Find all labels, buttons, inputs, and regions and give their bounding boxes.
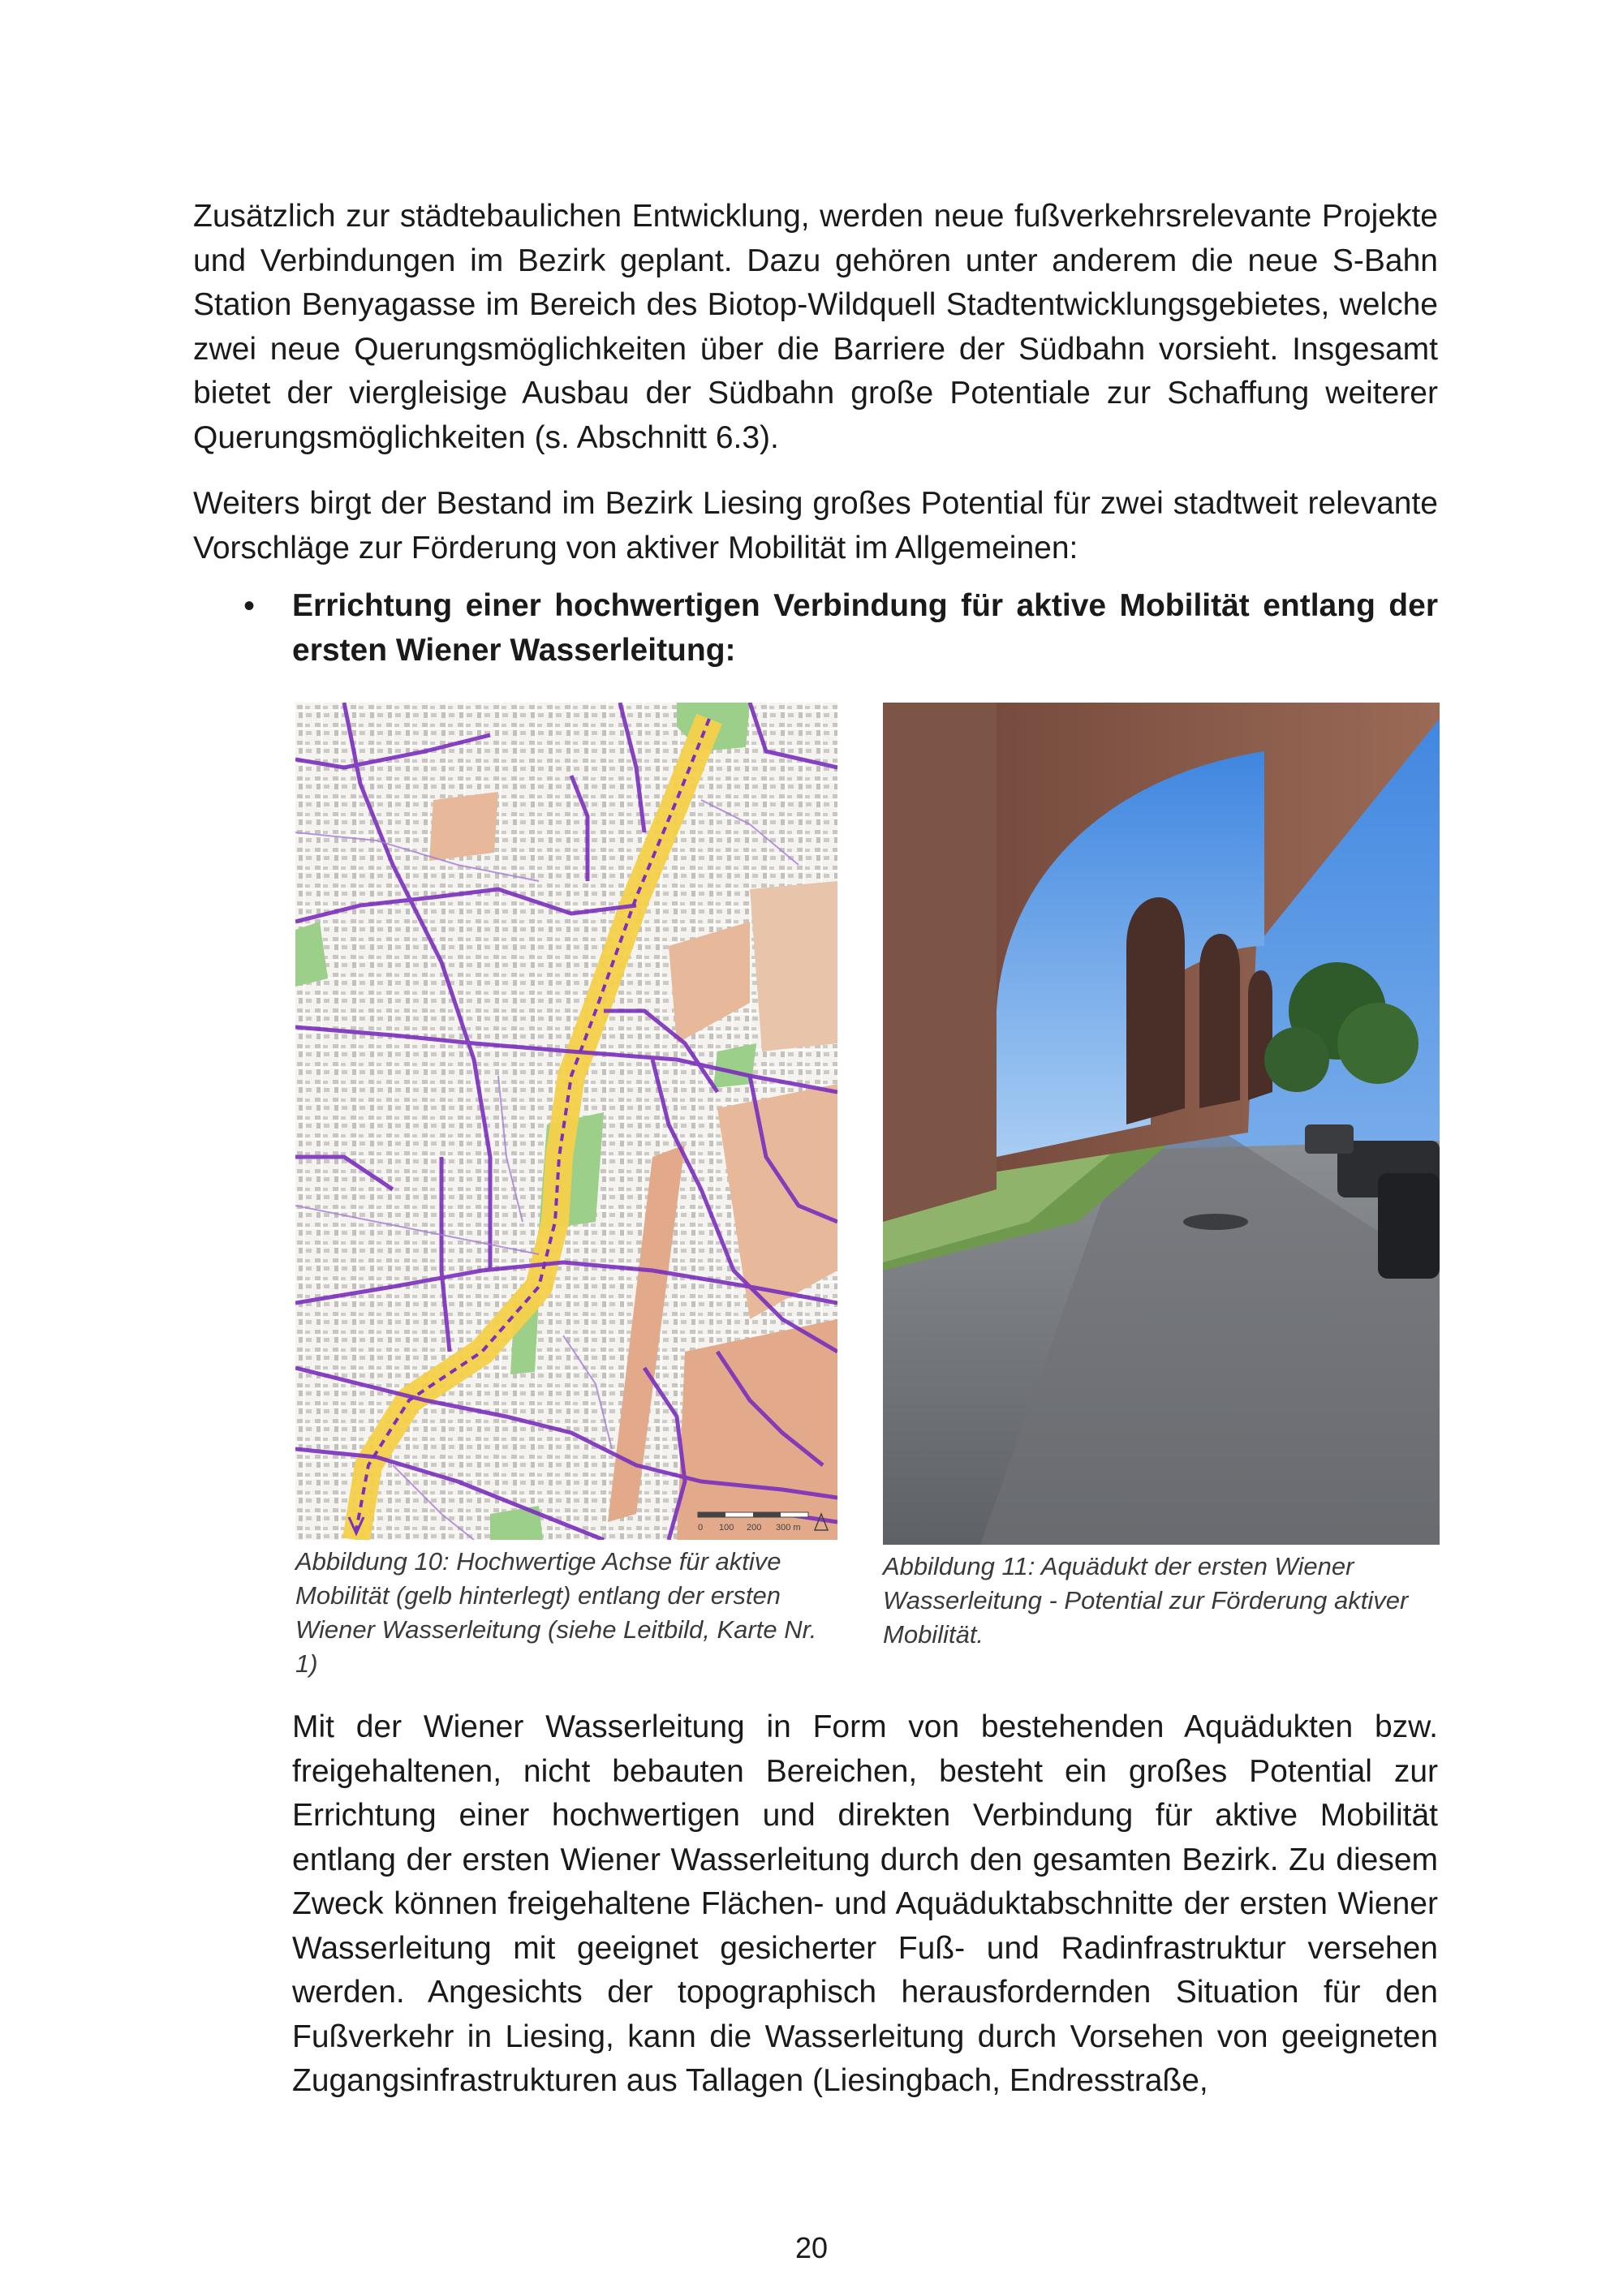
aqueduct-photo [883, 703, 1440, 1545]
caption-figure-11: Abbildung 11: Aquädukt der ersten Wiener Wasserleitung - Potential zur Förderung aktiver Mobilität. [883, 1552, 1409, 1649]
paragraph-intro: Zusätzlich zur städtebaulichen Entwicklung, werden neue fußverkehrsrelevante Projekte und Verbindungen im Bezirk geplant. Dazu gehören unter anderem die neue S-Bahn Station Benyagasse im Bereich des Biotop-Wildquell Stadtentwicklungsgebietes, welche zwei neue Querungsmöglichkeiten über die Barriere der Südbahn vorsieht. Insgesamt bietet der viergleisige Ausbau der Südbahn große Potentiale zur Schaffung weiterer Querungsmöglichkeiten (s. Abschnitt 6.3). [193, 199, 1438, 455]
bullet-dot-icon: • [243, 588, 256, 624]
paragraph-wasserleitung: Mit der Wiener Wasserleitung in Form von bestehenden Aquädukten bzw. freigehaltenen, nicht bebauten Bereichen, besteht ein großes Potential zur Errichtung einer hochwertigen und direkten Verbindung für aktive Mobilität entlang der ersten Wiener Wasserleitung durch den gesamten Bezirk. Zu diesem Zweck können freigehaltene Flächen- und Aquäduktabschnitte der ersten Wiener Wasserleitung mit geeignet gesicherter Fuß- und Radinfrastruktur versehen werden. Angesichts der topographisch herausfordernden Situation für den Fußverkehr in Liesing, kann die Wasserleitung durch Vorsehen von geeigneten Zugangsinfrastrukturen aus Tallagen (Liesingbach, Endresstraße, [292, 1709, 1438, 2098]
scale-label-0: 0 [698, 1523, 704, 1533]
caption-figure-10: Abbildung 10: Hochwertige Achse für aktive Mobilität (gelb hinterlegt) entlang der ersten Wiener Wasserleitung (siehe Leitbild, Karte Nr. 1) [295, 1547, 817, 1678]
scale-label-200: 200 [747, 1523, 762, 1533]
map-figure [295, 703, 837, 1540]
scale-label-100: 100 [719, 1523, 734, 1533]
paragraph-bestand: Weiters birgt der Bestand im Bezirk Liesing großes Potential für zwei stadtweit relevante Vorschläge zur Förderung von aktiver Mobilität im Allgemeinen: [193, 486, 1438, 565]
scale-label-300: 300 m [776, 1523, 801, 1533]
map-image [295, 703, 837, 1540]
photo-figure [883, 703, 1440, 1545]
bullet-item-wasserleitung: Errichtung einer hochwertigen Verbindung für aktive Mobilität entlang der ersten Wiener Wasserleitung: [292, 588, 1438, 668]
page-number: 20 [794, 2231, 829, 2264]
